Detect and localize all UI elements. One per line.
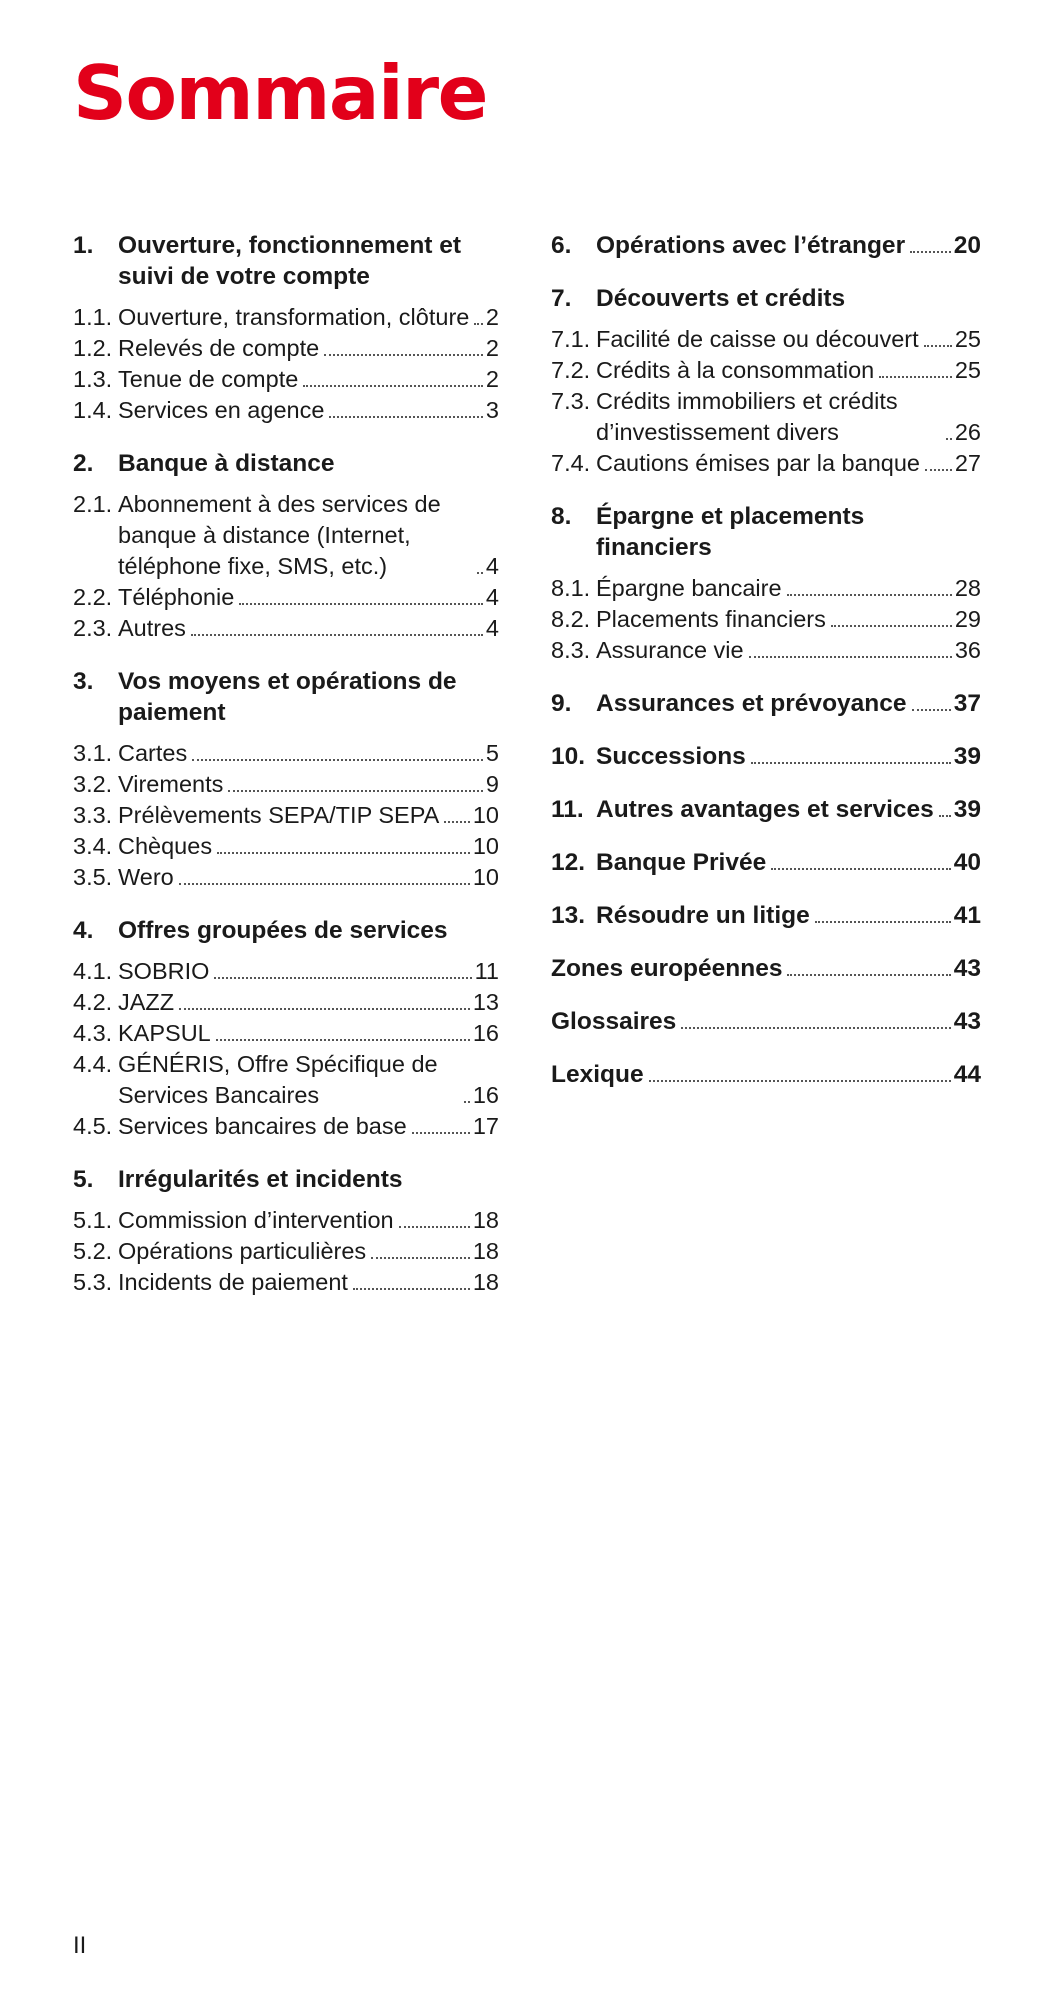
- toc-entry: [551, 324, 981, 355]
- entry-title: Téléphonie: [118, 584, 235, 610]
- entry-number: 8.2.: [551, 606, 591, 632]
- section-number: 12.: [551, 849, 586, 876]
- toc-section-heading: [551, 1006, 981, 1037]
- entry-page: 4: [485, 615, 499, 641]
- entry-page: 18: [472, 1207, 499, 1233]
- dot-leader: [329, 416, 483, 418]
- dot-leader: [353, 1288, 470, 1290]
- entry-number: 5.1.: [73, 1207, 113, 1233]
- toc-entry: [73, 831, 499, 862]
- dot-leader: [787, 974, 950, 976]
- section-title: Glossaires: [551, 1008, 677, 1035]
- dot-leader: [412, 1132, 470, 1134]
- entry-number: 2.2.: [73, 584, 113, 610]
- toc-section: [73, 666, 499, 893]
- entry-title: Placements financiers: [596, 606, 826, 632]
- entry-title: Crédits à la consommation: [596, 357, 875, 383]
- entry-number: 2.3.: [73, 615, 113, 641]
- toc-section: [73, 1164, 499, 1298]
- dot-leader: [787, 594, 952, 596]
- entry-title: Wero: [118, 864, 174, 890]
- section-page: 43: [953, 1008, 981, 1035]
- toc-entry: [73, 800, 499, 831]
- dot-leader: [924, 345, 952, 347]
- toc-entry: [73, 1049, 499, 1111]
- entry-page: 25: [954, 357, 981, 383]
- dot-leader: [228, 790, 483, 792]
- toc-section-heading: [551, 794, 981, 825]
- entry-title: Facilité de caisse ou découvert: [596, 326, 919, 352]
- toc-left-column: [73, 230, 499, 1320]
- dot-leader: [912, 709, 951, 711]
- section-page: 37: [953, 690, 981, 717]
- section-number: 8.: [551, 503, 572, 530]
- dot-leader: [939, 815, 951, 817]
- section-title: Assurances et prévoyance: [596, 690, 907, 717]
- dot-leader: [179, 1008, 470, 1010]
- section-page: 39: [953, 796, 981, 823]
- entry-page: 9: [485, 771, 499, 797]
- dot-leader: [192, 759, 483, 761]
- section-title: Découverts et crédits: [596, 285, 846, 312]
- entry-page: 2: [485, 335, 499, 361]
- entry-title: Cartes: [118, 740, 188, 766]
- toc-section-heading: [73, 915, 499, 946]
- entry-page: 3: [485, 397, 499, 423]
- entry-title: Virements: [118, 771, 224, 797]
- entry-page: 18: [472, 1269, 499, 1295]
- toc-section-heading: [73, 448, 499, 479]
- toc-entry: [73, 1018, 499, 1049]
- entry-page: 25: [954, 326, 981, 352]
- entry-number: 7.4.: [551, 450, 591, 476]
- entry-title: Chèques: [118, 833, 213, 859]
- entry-page: 10: [472, 864, 499, 890]
- section-page: 43: [953, 955, 981, 982]
- toc-section-heading: [551, 1059, 981, 1090]
- toc-entry: [551, 573, 981, 604]
- entry-page: 13: [472, 989, 499, 1015]
- section-number: 5.: [73, 1166, 94, 1193]
- entry-number: 5.2.: [73, 1238, 113, 1264]
- section-title: Banque à distance: [118, 450, 335, 477]
- toc-entry: [73, 395, 499, 426]
- toc-section-heading: [551, 847, 981, 878]
- toc-section: [551, 1006, 981, 1037]
- dot-leader: [216, 1039, 470, 1041]
- entry-page: 36: [954, 637, 981, 663]
- section-number: 13.: [551, 902, 586, 929]
- toc-section: [551, 900, 981, 931]
- toc-section-heading: [73, 666, 499, 728]
- entry-page: 5: [485, 740, 499, 766]
- section-title: Irrégularités et incidents: [118, 1166, 403, 1193]
- entry-page: 28: [954, 575, 981, 601]
- toc-section: [551, 741, 981, 772]
- toc-section-heading: [551, 741, 981, 772]
- entry-page: 2: [485, 366, 499, 392]
- entry-number: 3.1.: [73, 740, 113, 766]
- entry-page: 10: [472, 833, 499, 859]
- entry-title: Relevés de compte: [118, 335, 320, 361]
- section-page: 40: [953, 849, 981, 876]
- entry-title: Prélèvements SEPA/TIP SEPA: [118, 802, 440, 828]
- section-number: 3.: [73, 668, 94, 695]
- entry-page: 18: [472, 1238, 499, 1264]
- section-title: Banque Privée: [596, 849, 767, 876]
- section-number: 1.: [73, 232, 94, 259]
- entry-page: 17: [472, 1113, 499, 1139]
- entry-title: Épargne bancaire: [596, 575, 782, 601]
- dot-leader: [649, 1080, 951, 1082]
- entry-title: Services bancaires de base: [118, 1113, 407, 1139]
- dot-leader: [681, 1027, 950, 1029]
- entry-title: Tenue de compte: [118, 366, 299, 392]
- toc-entry: [73, 862, 499, 893]
- dot-leader: [474, 323, 483, 325]
- entry-title: Commission d’intervention: [118, 1207, 394, 1233]
- dot-leader: [239, 603, 483, 605]
- toc-entry: [73, 987, 499, 1018]
- dot-leader: [815, 921, 951, 923]
- toc-entry: [551, 604, 981, 635]
- toc-section-heading: [73, 230, 499, 292]
- section-number: 6.: [551, 232, 572, 259]
- entry-title: JAZZ: [118, 989, 175, 1015]
- toc-entry: [73, 956, 499, 987]
- entry-number: 7.2.: [551, 357, 591, 383]
- entry-number: 4.2.: [73, 989, 113, 1015]
- toc-entry: [73, 613, 499, 644]
- entry-page: 26: [954, 419, 981, 445]
- entry-number: 5.3.: [73, 1269, 113, 1295]
- entry-number: 4.5.: [73, 1113, 113, 1139]
- section-page: 41: [953, 902, 981, 929]
- entry-page: 4: [485, 584, 499, 610]
- toc-entry: [73, 1205, 499, 1236]
- dot-leader: [444, 821, 470, 823]
- toc-section: [551, 283, 981, 479]
- entry-title: Incidents de paiement: [118, 1269, 348, 1295]
- section-title: Autres avantages et services: [596, 796, 934, 823]
- section-title: Offres groupées de services: [118, 917, 448, 944]
- section-title: Ouverture, fonctionnement et suivi de votre compte: [118, 232, 462, 290]
- entry-title: Crédits immobiliers et crédits d’investissement divers: [596, 388, 898, 445]
- toc-section: [551, 953, 981, 984]
- dot-leader: [946, 438, 952, 440]
- section-number: 10.: [551, 743, 586, 770]
- entry-page: 2: [485, 304, 499, 330]
- entry-title: Ouverture, transformation, clôture: [118, 304, 470, 330]
- dot-leader: [771, 868, 951, 870]
- entry-number: 2.1.: [73, 491, 113, 517]
- section-number: 2.: [73, 450, 94, 477]
- toc-section: [551, 230, 981, 261]
- entry-number: 3.3.: [73, 802, 113, 828]
- section-number: 11.: [551, 796, 584, 823]
- section-title: Épargne et placements financiers: [596, 503, 865, 561]
- toc-section: [73, 915, 499, 1142]
- dot-leader: [303, 385, 483, 387]
- entry-title: Autres: [118, 615, 186, 641]
- entry-page: 16: [472, 1082, 499, 1108]
- toc-entry: [73, 1236, 499, 1267]
- toc-section: [73, 448, 499, 644]
- section-title: Résoudre un litige: [596, 902, 810, 929]
- dot-leader: [324, 354, 483, 356]
- section-page: 20: [953, 232, 981, 259]
- toc-entry: [73, 364, 499, 395]
- entry-title: Services en agence: [118, 397, 325, 423]
- entry-page: 4: [485, 553, 499, 579]
- toc-entry: [73, 1111, 499, 1142]
- entry-title: Abonnement à des services de banque à distance (Internet, téléphone fixe, SMS, etc.): [118, 491, 441, 579]
- entry-number: 4.4.: [73, 1051, 113, 1077]
- toc-section-heading: [73, 1164, 499, 1195]
- section-page: 39: [953, 743, 981, 770]
- entry-title: Cautions émises par la banque: [596, 450, 920, 476]
- section-number: 4.: [73, 917, 94, 944]
- section-number: 9.: [551, 690, 572, 717]
- toc-entry: [551, 386, 981, 448]
- dot-leader: [371, 1257, 470, 1259]
- toc-section: [73, 230, 499, 426]
- entry-number: 1.4.: [73, 397, 113, 423]
- toc-section: [551, 794, 981, 825]
- entry-number: 4.1.: [73, 958, 113, 984]
- toc-right-column: [551, 230, 981, 1112]
- entry-title: Opérations particulières: [118, 1238, 367, 1264]
- toc-section: [551, 688, 981, 719]
- section-page: 44: [953, 1061, 981, 1088]
- dot-leader: [399, 1226, 470, 1228]
- section-title: Lexique: [551, 1061, 644, 1088]
- entry-page: 27: [954, 450, 981, 476]
- dot-leader: [879, 376, 952, 378]
- entry-title: KAPSUL: [118, 1020, 211, 1046]
- entry-number: 3.5.: [73, 864, 113, 890]
- section-title: Successions: [596, 743, 746, 770]
- toc-section-heading: [551, 688, 981, 719]
- entry-page: 16: [472, 1020, 499, 1046]
- toc-section: [551, 1059, 981, 1090]
- entry-title: SOBRIO: [118, 958, 210, 984]
- page-number: II: [73, 1932, 87, 1959]
- section-title: Vos moyens et opérations de paiement: [118, 668, 457, 726]
- dot-leader: [214, 977, 471, 979]
- toc-section-heading: [551, 953, 981, 984]
- toc-entry: [73, 333, 499, 364]
- dot-leader: [910, 251, 951, 253]
- entry-number: 8.3.: [551, 637, 591, 663]
- section-number: 7.: [551, 285, 572, 312]
- entry-number: 4.3.: [73, 1020, 113, 1046]
- entry-number: 3.4.: [73, 833, 113, 859]
- toc-entry: [73, 769, 499, 800]
- toc-entry: [73, 738, 499, 769]
- toc-section: [551, 847, 981, 878]
- toc-entry: [73, 489, 499, 582]
- entry-page: 29: [954, 606, 981, 632]
- toc-entry: [551, 355, 981, 386]
- toc-section-heading: [551, 900, 981, 931]
- dot-leader: [179, 883, 470, 885]
- toc-entry: [73, 1267, 499, 1298]
- entry-number: 8.1.: [551, 575, 591, 601]
- entry-title: Assurance vie: [596, 637, 744, 663]
- entry-number: 1.3.: [73, 366, 113, 392]
- section-title: Zones européennes: [551, 955, 783, 982]
- entry-number: 1.1.: [73, 304, 113, 330]
- dot-leader: [751, 762, 951, 764]
- entry-number: 7.1.: [551, 326, 591, 352]
- toc-section: [551, 501, 981, 666]
- dot-leader: [831, 625, 952, 627]
- toc-section-heading: [551, 230, 981, 261]
- entry-number: 1.2.: [73, 335, 113, 361]
- dot-leader: [749, 656, 952, 658]
- dot-leader: [464, 1101, 470, 1103]
- toc-entry: [73, 582, 499, 613]
- entry-page: 11: [474, 958, 499, 984]
- dot-leader: [191, 634, 483, 636]
- toc-section-heading: [551, 283, 981, 314]
- section-title: Opérations avec l’étranger: [596, 232, 906, 259]
- dot-leader: [925, 469, 952, 471]
- dot-leader: [477, 572, 483, 574]
- toc-entry: [73, 302, 499, 333]
- page-title: Sommaire: [73, 49, 488, 137]
- dot-leader: [217, 852, 470, 854]
- entry-title: GÉNÉRIS, Offre Spécifique de Services Bancaires: [118, 1051, 438, 1108]
- entry-number: 3.2.: [73, 771, 113, 797]
- toc-section-heading: [551, 501, 981, 563]
- entry-number: 7.3.: [551, 388, 591, 414]
- toc-entry: [551, 635, 981, 666]
- toc-entry: [551, 448, 981, 479]
- entry-page: 10: [472, 802, 499, 828]
